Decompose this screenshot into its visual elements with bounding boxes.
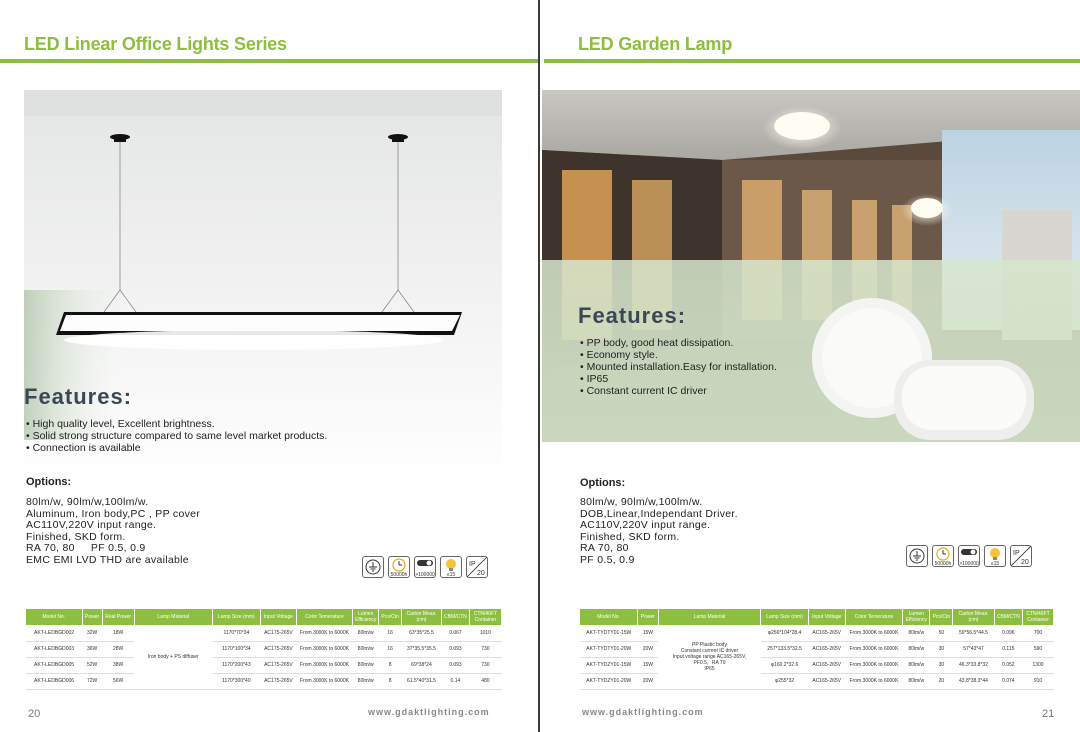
col-header: Color Temerature — [296, 609, 352, 625]
table-row — [26, 657, 502, 673]
svg-text:20: 20 — [1021, 559, 1029, 566]
table-row — [580, 657, 1054, 673]
option-item: Finished, SKD form. — [26, 530, 126, 543]
table-row — [580, 625, 1054, 641]
col-header: Lamp Size (mm) — [212, 609, 260, 625]
cell: 61.5*40*31.5 — [401, 673, 441, 689]
svg-text:IP: IP — [1013, 550, 1020, 557]
cell: 0.052 — [994, 657, 1023, 673]
cell: φ160.2*32.6 — [761, 657, 808, 673]
table-row — [26, 673, 502, 689]
col-header: Model No. — [580, 609, 638, 625]
switch-icon: >100000 — [414, 556, 436, 578]
cell: AKT-TYDZY01-15W — [580, 657, 638, 673]
cell: 57*43*47 — [953, 641, 994, 657]
col-header: Lumen Efficiency — [903, 609, 930, 625]
cell: From 3000K to 6000K — [296, 673, 352, 689]
cell: 16 — [379, 625, 402, 641]
feature-item: • Connection is available — [26, 442, 327, 454]
page-number: 21 — [1042, 708, 1055, 720]
cell: AC175-265V — [260, 657, 296, 673]
col-header: Lamp Material — [134, 609, 212, 625]
cell: 1170*300*40 — [212, 673, 260, 689]
option-item: RA 70, 80 PF 0.5, 0.9 — [26, 542, 146, 555]
cell: AKT-LEDBGD006 — [26, 673, 82, 689]
cell: 32W — [82, 625, 102, 641]
cell: 1010 — [469, 625, 501, 641]
cell: AC165-265V — [808, 657, 845, 673]
cell: 30 — [930, 641, 953, 657]
cell: From 3000K to 6000K — [296, 625, 352, 641]
cell: 0.115 — [994, 641, 1023, 657]
cell: 16 — [379, 641, 402, 657]
col-header: CBM/CTN — [442, 609, 470, 625]
cell: 1300 — [1023, 657, 1054, 673]
cell: AKT-TYDTY01-15W — [580, 625, 638, 641]
cell: 0.093 — [442, 657, 470, 673]
options-list — [580, 497, 738, 567]
cell: 59*56.5*44.5 — [953, 625, 994, 641]
table-row — [580, 641, 1054, 657]
cell: 20W — [638, 673, 659, 689]
cell: 80lm/w — [903, 673, 930, 689]
option-item: AC110V,220V input range. — [580, 519, 711, 532]
website-link[interactable]: www.gdaktlighting.com — [368, 707, 490, 717]
cell: 46.3*33.8*32 — [953, 657, 994, 673]
lamp-material-cell: Iron body + PS diffuser — [134, 625, 212, 689]
svg-text:IP: IP — [469, 561, 476, 568]
cell: 43.8*38.3*44 — [953, 673, 994, 689]
cell: From 3000K to 6000K — [845, 673, 903, 689]
cell: 0.067 — [442, 625, 470, 641]
cell: 1170*200*43 — [212, 657, 260, 673]
col-header: CBM/CTN — [994, 609, 1023, 625]
cell: 257*133.5*32.5 — [761, 641, 808, 657]
cell: 1170*100*34 — [212, 641, 260, 657]
feature-item: • Constant current IC driver — [580, 385, 777, 397]
col-header: Lamp Material — [658, 609, 761, 625]
cell: 80lm/w — [353, 641, 379, 657]
cell: From 3000K to 6000K — [845, 625, 903, 641]
cell: 80lm/w — [903, 641, 930, 657]
table-row — [26, 641, 502, 657]
table-header-row — [26, 609, 502, 625]
cell: 15W — [638, 657, 659, 673]
cell: 15W — [638, 625, 659, 641]
lamp-material-cell: PP Plastic body Constant current IC driver Input voltage range AC165-265V, PF0.5，RA 70 IP65 — [658, 625, 761, 689]
col-header: Pcs/Ctn — [379, 609, 402, 625]
cell: AC165-265V — [808, 673, 845, 689]
cell: AKT-LEDBGD005 — [26, 657, 82, 673]
cell: AKT-LEDBGD002 — [26, 625, 82, 641]
cell: AKT-LEDBGD003 — [26, 641, 82, 657]
lifetime-icon: 50000h — [388, 556, 410, 578]
cell: 36W — [82, 641, 102, 657]
feature-item: • IP65 — [580, 373, 777, 385]
option-item: 80lm/w, 90lm/w,100lm/w. — [580, 496, 703, 508]
option-item: DOB,Linear,Independant Driver. — [580, 507, 738, 520]
page-title: LED Garden Lamp — [578, 34, 733, 54]
table-row — [580, 673, 1054, 689]
cell: 8 — [379, 673, 402, 689]
option-item: Aluminum, Iron body,PC , PP cover — [26, 507, 201, 520]
title-underline — [0, 59, 538, 63]
ground-icon — [362, 556, 384, 578]
cell: 20 — [930, 673, 953, 689]
options-heading: Options: — [580, 477, 626, 489]
cell: 0.14 — [442, 673, 470, 689]
spec-table — [26, 609, 502, 690]
cell: 910 — [1023, 673, 1054, 689]
cell: AKT-TYDTY01-20W — [580, 641, 638, 657]
website-link[interactable]: www.gdaktlighting.com — [582, 707, 704, 717]
option-item: 80lm/w, 90lm/w,100lm/w. — [26, 496, 149, 508]
cell: From 3000K to 6000K — [845, 657, 903, 673]
cell: φ256*104*28.4 — [761, 625, 808, 641]
features-list — [580, 337, 777, 397]
col-header: Power — [638, 609, 659, 625]
col-header: Input Voltage — [808, 609, 845, 625]
cell: 52W — [82, 657, 102, 673]
title-underline — [544, 59, 1080, 63]
cell: 80lm/w — [353, 657, 379, 673]
cell: 56W — [102, 673, 134, 689]
options-heading: Options: — [26, 476, 72, 488]
bulb-icon: ≤15 — [440, 556, 462, 578]
cell: AC165-265V — [808, 625, 845, 641]
svg-text:20: 20 — [477, 570, 485, 577]
cell: From 3000K to 6000K — [296, 657, 352, 673]
col-header: Model No. — [26, 609, 82, 625]
cell: 590 — [1023, 641, 1054, 657]
cell: 730 — [469, 657, 501, 673]
cell: 69*38*24 — [401, 657, 441, 673]
page-title: LED Linear Office Lights Series — [24, 34, 287, 54]
cell: 72W — [82, 673, 102, 689]
col-header: Color Temerature — [845, 609, 903, 625]
col-header: Lamp Size (mm) — [761, 609, 808, 625]
features-list — [26, 418, 327, 454]
col-header: Input Voltage — [260, 609, 296, 625]
cell: 730 — [469, 641, 501, 657]
cell: 80lm/w — [903, 625, 930, 641]
col-header: Pcs/Ctn — [930, 609, 953, 625]
cell: 1170*70*34 — [212, 625, 260, 641]
cell: 80lm/w — [353, 673, 379, 689]
cell: 0.074 — [994, 673, 1023, 689]
feature-item: • Solid strong structure compared to same level market products. — [26, 430, 327, 442]
option-item: AC110V,220V input range. — [26, 519, 157, 532]
cell: From 3000K to 6000K — [296, 641, 352, 657]
cell: φ255*32 — [761, 673, 808, 689]
col-header: Carton Meas.(cm) — [401, 609, 441, 625]
feature-item: • Economy style. — [580, 349, 777, 361]
cell: AKT-TYDZY01-20W — [580, 673, 638, 689]
bulb-icon: ≤15 — [984, 545, 1006, 567]
table-header-row — [580, 609, 1054, 625]
cell: 0.096 — [994, 625, 1023, 641]
option-item: PF 0.5, 0.9 — [580, 553, 635, 566]
ground-icon — [906, 545, 928, 567]
feature-item: • High quality level, Excellent brightness. — [26, 418, 327, 430]
switch-icon: >100000 — [958, 545, 980, 567]
cell: 0.093 — [442, 641, 470, 657]
cell: 50 — [930, 625, 953, 641]
cell: 63*35*25.5 — [401, 625, 441, 641]
cell: 30 — [930, 657, 953, 673]
right-page — [540, 0, 1080, 732]
table-row — [26, 625, 502, 641]
cell: AC175-265V — [260, 625, 296, 641]
col-header: Power — [82, 609, 102, 625]
feature-item: • Mounted installation.Easy for installation. — [580, 361, 777, 373]
lifetime-icon: 50000h — [932, 545, 954, 567]
cell: 18W — [102, 625, 134, 641]
page-number: 20 — [28, 708, 41, 720]
col-header: Real Power — [102, 609, 134, 625]
cell: 480 — [469, 673, 501, 689]
cell: From 3000K to 6000K — [845, 641, 903, 657]
cell: 700 — [1023, 625, 1054, 641]
col-header: CTN/40FT Container — [469, 609, 501, 625]
cell: AC175-265V — [260, 673, 296, 689]
cell: 37*35.5*35.5 — [401, 641, 441, 657]
col-header: Carton Meas.(cm) — [953, 609, 994, 625]
spec-icons — [362, 556, 488, 578]
features-heading: Features: — [578, 303, 687, 328]
cell: 80lm/w — [353, 625, 379, 641]
cell: AC165-265V — [808, 641, 845, 657]
cell: 28W — [102, 641, 134, 657]
cell: 20W — [638, 641, 659, 657]
ip-icon — [466, 556, 488, 578]
cell: 80lm/w — [903, 657, 930, 673]
option-item: EMC EMI LVD THD are available — [26, 553, 189, 566]
feature-item: • PP body, good heat dissipation. — [580, 337, 777, 349]
spec-table — [580, 609, 1054, 690]
cell: 38W — [102, 657, 134, 673]
ip-icon — [1010, 545, 1032, 567]
option-item: Finished, SKD form. — [580, 530, 680, 543]
spec-icons — [906, 545, 1032, 567]
cell: AC175-265V — [260, 641, 296, 657]
col-header: Lumen Efficiency — [353, 609, 379, 625]
cell: 8 — [379, 657, 402, 673]
col-header: CTN/40FT Container — [1023, 609, 1054, 625]
option-item: RA 70, 80 — [580, 542, 629, 555]
features-heading: Features: — [24, 384, 133, 409]
options-list — [26, 497, 200, 567]
